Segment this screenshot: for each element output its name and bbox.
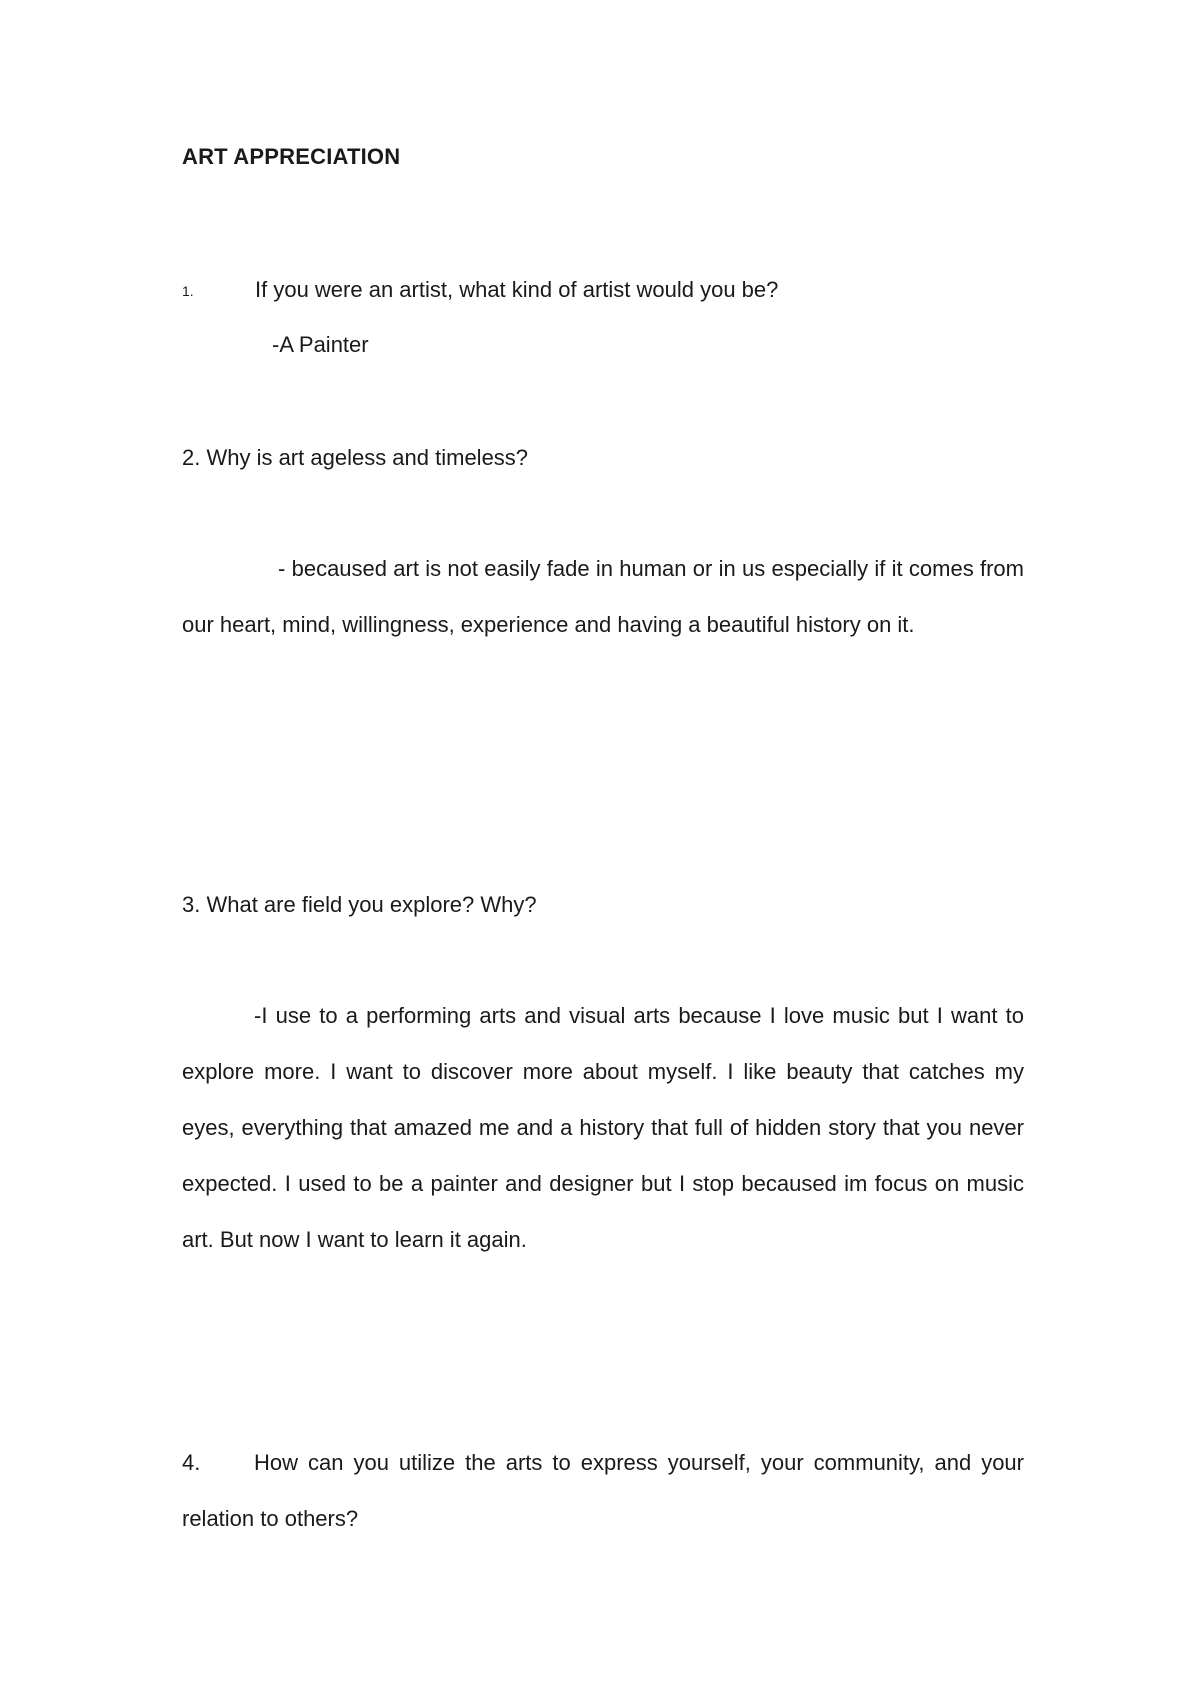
- question-2-text: 2. Why is art ageless and timeless?: [182, 445, 529, 470]
- question-1-answer: -A Painter: [272, 332, 369, 357]
- question-2-answer: - becaused art is not easily fade in human or in us especially if it comes from our heart, mind, willingness, experience and having a beautiful history on it.: [182, 556, 1024, 637]
- document-title: ART APPRECIATION: [182, 144, 401, 169]
- question-1-number: 1.: [182, 283, 194, 299]
- question-3-text: 3. What are field you explore? Why?: [182, 892, 537, 917]
- question-3-answer: -I use to a performing arts and visual arts because I love music but I want to explore more. I want to discover more about myself. I like beauty that catches my eyes, everything that amazed me and a history that full of hidden story that you never expected. I used to be a painter and designer but I stop becaused im focus on music art. But now I want to learn it again.: [182, 1003, 1024, 1252]
- question-4-number: 4.: [182, 1450, 201, 1475]
- question-4-text: How can you utilize the arts to express yourself, your community, and your relation to others?: [182, 1450, 1024, 1531]
- question-1-text: If you were an artist, what kind of artist would you be?: [255, 277, 779, 302]
